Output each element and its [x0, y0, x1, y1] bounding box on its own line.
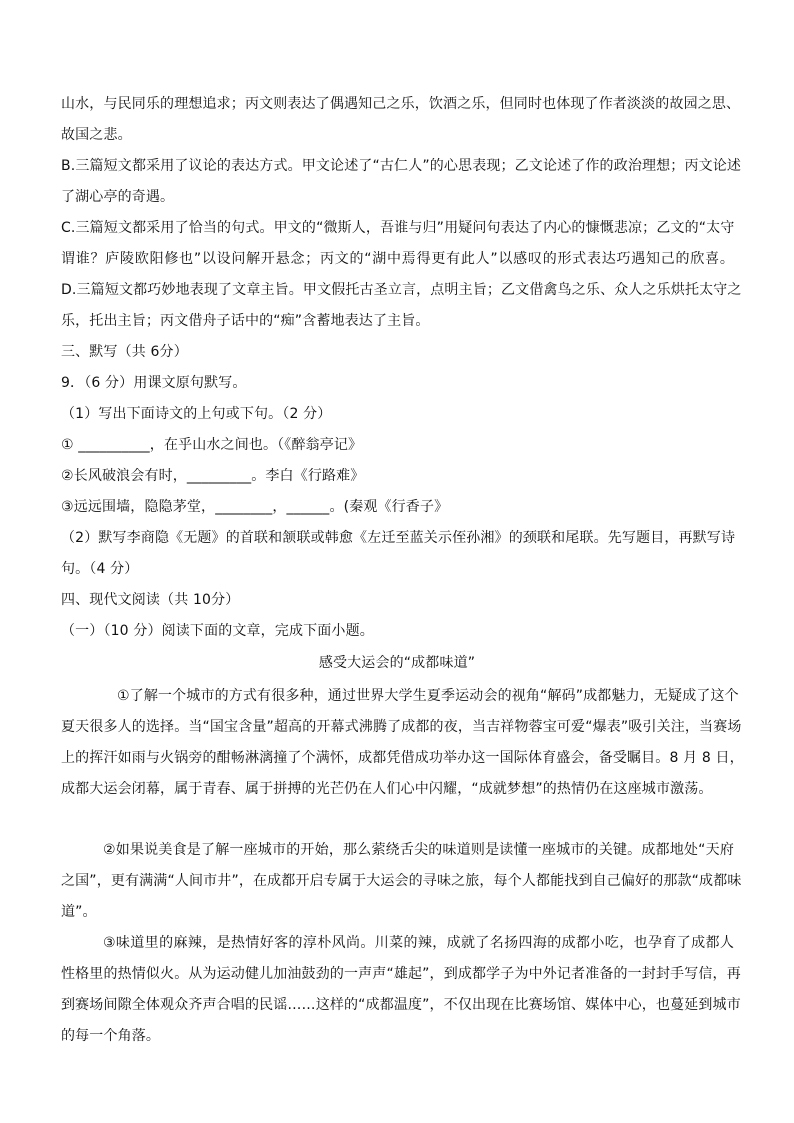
paragraph-1-line: 成都大运会闭幕，属于青春、属于拼搏的光芒仍在人们心中闪耀，“成就梦想”的热情仍在这座城市激荡。 — [61, 781, 713, 797]
fill-blank-item: ③远远围墙，隐隐茅堂，________，______。(秦观《行香子》 — [61, 499, 449, 515]
text-line: 故国之悲。 — [61, 127, 132, 143]
section-heading: 三、默写（共 6分） — [61, 344, 188, 360]
paragraph-2-line: ②如果说美食是了解一座城市的开始，那么萦绕舌尖的味道则是读懂一座城市的关键。成都地处“天府 — [103, 842, 734, 858]
paragraph-3-line: 的每一个角落。 — [61, 1028, 161, 1044]
text-line: 句。（4 分） — [61, 561, 139, 577]
question-title: 9．（6 分）用课文原句默写。 — [61, 375, 247, 391]
article-title: 感受大运会的“成都味道” — [318, 655, 476, 671]
paragraph-2-line: 之国”，更有满满“人间市井”，在成都开启专属于大运会的寻味之旅，每个人都能找到自己偏好的那款“成都味 — [61, 873, 742, 889]
reading-instruction: （一）（10 分）阅读下面的文章，完成下面小题。 — [61, 623, 374, 639]
paragraph-3-line: ③味道里的麻辣，是热情好客的淳朴风尚。川菜的辣，成就了名扬四海的成都小吃，也孕育了成都人 — [103, 935, 734, 951]
text-line: 谓谁？庐陵欧阳修也”以设问解开悬念；丙文的“湖中焉得更有此人”以感叹的形式表达巧遇知己的欣喜。 — [61, 251, 734, 267]
paragraph-2-line: 道”。 — [61, 904, 97, 920]
paragraph-3-line: 性格里的热情似火。从为运动健儿加油鼓劲的一声声“雄起”，到成都学子为中外记者准备的一封封手写信，再 — [61, 966, 741, 982]
paragraph-3-line: 到赛场间隙全体观众齐声合唱的民谣……这样的“成都温度”，不仅出现在比赛场馆、媒体中心，也蔓延到城市 — [61, 997, 741, 1013]
section-heading: 四、现代文阅读（共 10分） — [61, 592, 240, 608]
text-line: 乐，托出主旨；丙文借舟子话中的“痴”含蓄地表达了主旨。 — [61, 313, 430, 329]
text-line: 了湖心亭的奇遇。 — [61, 189, 175, 205]
paragraph-1-line: 夏天很多人的选择。当“国宝含量”超高的开幕式沸腾了成都的夜，当吉祥物蓉宝可爱“爆表”吸引关注，当赛场 — [61, 719, 742, 735]
option-c-line: C.三篇短文都采用了恰当的句式。甲文的“微斯人，吾谁与归”用疑问句表达了内心的慷慨悲凉；乙文的“太守 — [61, 220, 735, 236]
paragraph-1-line: ①了解一个城市的方式有很多种，通过世界大学生夏季运动会的视角“解码”成都魅力，无疑成了这个 — [117, 688, 739, 704]
fill-blank-item: ②长风破浪会有时，_________。李白《行路难》 — [61, 468, 365, 484]
paragraph-1-line: 上的挥汗如雨与火锅旁的酣畅淋漓撞了个满怀，成都凭借成功举办这一国际体育盛会，备受瞩目。8 月 8 日， — [61, 750, 744, 766]
sub-question: （1）写出下面诗文的上句或下句。（2 分） — [61, 406, 332, 422]
option-d-line: D.三篇短文都巧妙地表现了文章主旨。甲文假托古圣立言，点明主旨；乙文借禽鸟之乐、众人之乐烘托太守之 — [61, 282, 742, 298]
option-b-line: B.三篇短文都采用了议论的表达方式。甲文论述了“古仁人”的心思表现；乙文论述了作的政治理想；丙文论述 — [61, 158, 742, 174]
sub-question: （2）默写李商隐《无题》的首联和颔联或韩愈《左迁至蓝关示侄孙湘》的颈联和尾联。先写题目，再默写诗 — [61, 530, 736, 546]
text-line: 山水，与民同乐的理想追求；丙文则表达了偶遇知己之乐，饮酒之乐，但同时也体现了作者淡淡的故园之思、 — [61, 96, 741, 112]
fill-blank-item: ① __________，在乎山水之间也。（《醉翁亭记》 — [61, 437, 363, 453]
